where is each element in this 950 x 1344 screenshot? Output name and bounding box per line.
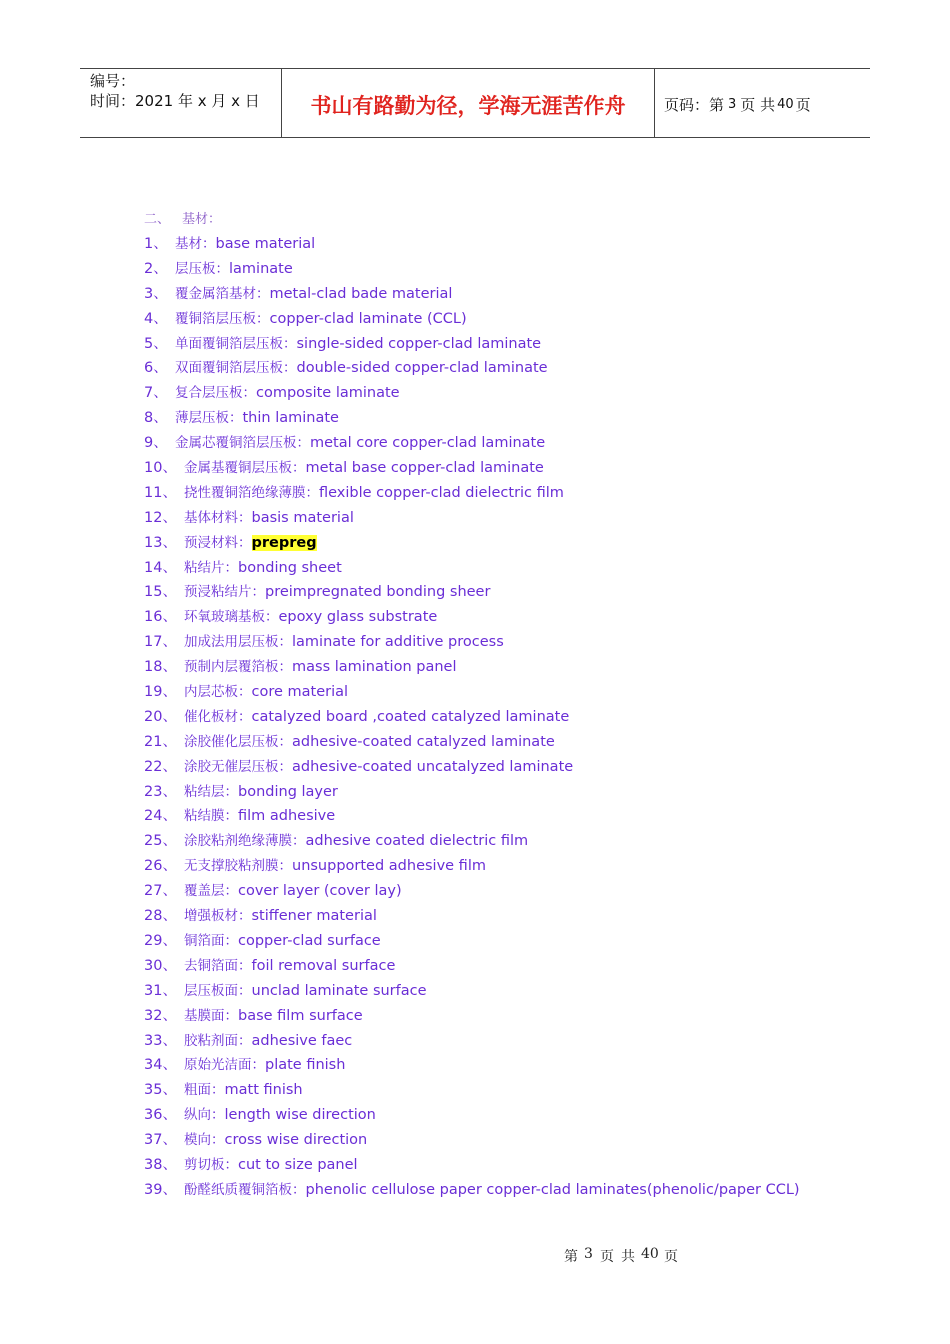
term-english: basis material [251, 509, 354, 526]
term-chinese: 涂胶粘剂绝缘薄膜： [184, 833, 306, 850]
term-number: 33、 [144, 1032, 177, 1049]
term-english: laminate [229, 260, 293, 277]
term-english: base film surface [238, 1007, 363, 1024]
term-chinese: 基体材料： [184, 509, 252, 526]
term-chinese: 增强板材： [184, 908, 252, 925]
term-item [144, 1128, 800, 1153]
term-english: cross wise direction [224, 1132, 368, 1149]
term-number: 2、 [144, 260, 168, 277]
term-item [144, 556, 800, 581]
term-chinese: 胶粘剂面： [184, 1032, 252, 1049]
term-chinese: 粘结片： [184, 559, 238, 576]
footer-page-end: 页 [664, 1249, 678, 1265]
term-number: 20、 [144, 708, 177, 725]
header-motto: 书山有路勤为径，学海无涯苦作舟 [282, 69, 655, 137]
term-chinese: 原始光洁面： [184, 1057, 265, 1074]
term-item [144, 282, 800, 307]
term-item [144, 356, 800, 381]
term-number: 27、 [144, 883, 177, 900]
term-number: 7、 [144, 385, 168, 402]
term-number: 21、 [144, 733, 177, 750]
header-meta [80, 69, 282, 137]
term-english: cut to size panel [238, 1156, 358, 1173]
term-item [144, 705, 800, 730]
term-english: core material [251, 684, 349, 701]
header-page-info [655, 69, 870, 137]
term-item [144, 755, 800, 780]
term-english: length wise direction [224, 1107, 376, 1124]
term-item [144, 1153, 800, 1178]
term-chinese: 剪切板： [184, 1156, 238, 1173]
page-label: 页码：第 [664, 95, 725, 114]
term-item [144, 929, 800, 954]
term-english: film adhesive [238, 808, 336, 825]
term-english: double-sided copper-clad laminate [296, 360, 548, 377]
term-chinese: 双面覆铜箔层压板： [175, 360, 297, 377]
term-number: 23、 [144, 783, 177, 800]
term-number: 28、 [144, 908, 177, 925]
term-chinese: 基材： [175, 236, 216, 252]
footer-total-word: 共 [621, 1249, 635, 1265]
term-english: plate finish [265, 1057, 346, 1074]
term-chinese: 层压板面： [184, 982, 252, 999]
term-chinese: 无支撑胶粘剂膜： [184, 858, 292, 875]
term-number: 22、 [144, 758, 177, 775]
term-item [144, 1103, 800, 1128]
term-item [144, 232, 800, 257]
term-number: 39、 [144, 1181, 177, 1198]
page-header [80, 68, 870, 138]
footer-page-current: 3 [584, 1246, 593, 1262]
term-english: adhesive-coated catalyzed laminate [292, 733, 555, 750]
term-item [144, 829, 800, 854]
term-chinese: 预浸材料： [184, 534, 252, 551]
term-english: cover layer (cover lay) [238, 883, 402, 900]
term-chinese: 环氧玻璃基板： [184, 609, 279, 626]
term-chinese: 薄层压板： [175, 410, 243, 427]
term-chinese: 覆铜箔层压板： [175, 310, 270, 327]
term-item [144, 1078, 800, 1103]
term-number: 4、 [144, 310, 168, 327]
term-english: single-sided copper-clad laminate [296, 335, 542, 352]
term-chinese: 粗面： [184, 1082, 225, 1099]
term-number: 15、 [144, 584, 177, 601]
term-english: foil removal surface [251, 957, 396, 974]
term-number: 18、 [144, 659, 177, 676]
term-english: bonding sheet [238, 559, 342, 576]
page-mid: 页 共 [740, 95, 776, 114]
term-item [144, 506, 800, 531]
term-chinese: 覆盖层： [184, 883, 238, 900]
term-number: 6、 [144, 360, 168, 377]
term-english: epoxy glass substrate [278, 609, 438, 626]
term-number: 3、 [144, 285, 168, 302]
term-number: 8、 [144, 410, 168, 427]
term-number: 16、 [144, 609, 177, 626]
term-chinese: 去铜箔面： [184, 957, 252, 974]
page-total: 40 [777, 96, 794, 112]
term-chinese: 单面覆铜箔层压板： [175, 335, 297, 352]
term-item [144, 332, 800, 357]
term-english: copper-clad laminate (CCL) [269, 310, 467, 327]
term-number: 32、 [144, 1007, 177, 1024]
term-number: 1、 [144, 236, 168, 252]
term-number: 26、 [144, 858, 177, 875]
term-chinese: 纵向： [184, 1107, 225, 1124]
term-chinese: 复合层压板： [175, 385, 256, 402]
term-english: adhesive faec [251, 1032, 353, 1049]
term-item [144, 307, 800, 332]
term-number: 5、 [144, 335, 168, 352]
term-english: metal core copper-clad laminate [310, 435, 546, 452]
term-chinese: 预制内层覆箔板： [184, 659, 292, 676]
term-english: preimpregnated bonding sheer [265, 584, 491, 601]
term-english: thin laminate [242, 410, 339, 427]
term-item [144, 680, 800, 705]
term-item [144, 904, 800, 929]
term-number: 35、 [144, 1082, 177, 1099]
term-chinese: 催化板材： [184, 708, 252, 725]
term-number: 31、 [144, 982, 177, 999]
section-heading [144, 208, 800, 232]
term-english: copper-clad surface [238, 932, 381, 949]
page-current: 3 [728, 96, 737, 112]
term-item [144, 780, 800, 805]
term-number: 12、 [144, 509, 177, 526]
term-number: 9、 [144, 435, 168, 452]
section-title: 基材： [182, 212, 222, 227]
term-english: mass lamination panel [292, 659, 457, 676]
term-english: adhesive coated dielectric film [305, 833, 529, 850]
term-chinese: 涂胶无催层压板： [184, 758, 292, 775]
term-item [144, 481, 800, 506]
term-number: 10、 [144, 460, 177, 477]
page-end: 页 [795, 95, 811, 114]
term-item [144, 1029, 800, 1054]
term-chinese: 粘结膜： [184, 808, 238, 825]
term-number: 17、 [144, 634, 177, 651]
term-english: metal base copper-clad laminate [305, 460, 544, 477]
term-english: flexible copper-clad dielectric film [319, 484, 564, 501]
term-number: 11、 [144, 484, 177, 501]
term-chinese: 挠性覆铜箔绝缘薄膜： [184, 484, 319, 501]
term-item [144, 954, 800, 979]
term-item [144, 655, 800, 680]
term-item [144, 431, 800, 456]
term-english: laminate for additive process [292, 634, 504, 651]
term-item [144, 1178, 800, 1203]
term-item [144, 1004, 800, 1029]
term-english: catalyzed board ,coated catalyzed laminate [251, 708, 570, 725]
term-item [144, 531, 800, 556]
term-chinese: 金属基覆铜层压板： [184, 460, 306, 477]
term-english: metal-clad bade material [269, 285, 453, 302]
term-chinese: 预浸粘结片： [184, 584, 265, 601]
term-number: 38、 [144, 1156, 177, 1173]
term-item [144, 257, 800, 282]
term-item [144, 630, 800, 655]
term-number: 24、 [144, 808, 177, 825]
term-chinese: 酚醛纸质覆铜箔板： [184, 1181, 306, 1198]
term-english: phenolic cellulose paper copper-clad laminates(phenolic/paper CCL) [305, 1181, 800, 1198]
term-number: 19、 [144, 684, 177, 701]
term-chinese: 模向： [184, 1132, 225, 1149]
term-item [144, 580, 800, 605]
term-list [144, 208, 800, 1203]
term-number: 36、 [144, 1107, 177, 1124]
term-number: 25、 [144, 833, 177, 850]
footer-prefix: 第 [564, 1249, 578, 1265]
term-item [144, 804, 800, 829]
term-number: 30、 [144, 957, 177, 974]
term-item [144, 879, 800, 904]
term-english: composite laminate [256, 385, 400, 402]
term-chinese: 涂胶催化层压板： [184, 733, 292, 750]
term-chinese: 加成法用层压板： [184, 634, 292, 651]
term-number: 29、 [144, 932, 177, 949]
term-number: 13、 [144, 534, 177, 551]
term-item [144, 605, 800, 630]
term-english: unsupported adhesive film [292, 858, 486, 875]
footer-page-total: 40 [641, 1246, 659, 1262]
term-chinese: 铜箔面： [184, 932, 238, 949]
footer-page-word: 页 [600, 1249, 614, 1265]
term-chinese: 粘结层： [184, 783, 238, 800]
document-number-label: 编号： [90, 72, 136, 90]
term-item [144, 456, 800, 481]
document-date: 时间：2021 年 x 月 x 日 [90, 92, 260, 110]
term-english: prepreg [251, 534, 317, 551]
term-english: stiffener material [251, 908, 377, 925]
term-english: adhesive-coated uncatalyzed laminate [292, 758, 574, 775]
term-english: base material [215, 236, 316, 252]
term-chinese: 覆金属箔基材： [175, 285, 270, 302]
term-item [144, 406, 800, 431]
term-chinese: 内层芯板： [184, 684, 252, 701]
term-chinese: 金属芯覆铜箔层压板： [175, 435, 310, 452]
term-number: 14、 [144, 559, 177, 576]
term-item [144, 381, 800, 406]
term-chinese: 基膜面： [184, 1007, 238, 1024]
term-item [144, 979, 800, 1004]
term-item [144, 854, 800, 879]
term-english: matt finish [224, 1082, 303, 1099]
term-item [144, 730, 800, 755]
term-english: unclad laminate surface [251, 982, 427, 999]
section-index: 二、 [144, 212, 171, 227]
term-english: bonding layer [238, 783, 338, 800]
term-number: 37、 [144, 1132, 177, 1149]
term-chinese: 层压板： [175, 260, 229, 277]
term-number: 34、 [144, 1057, 177, 1074]
term-item [144, 1053, 800, 1078]
